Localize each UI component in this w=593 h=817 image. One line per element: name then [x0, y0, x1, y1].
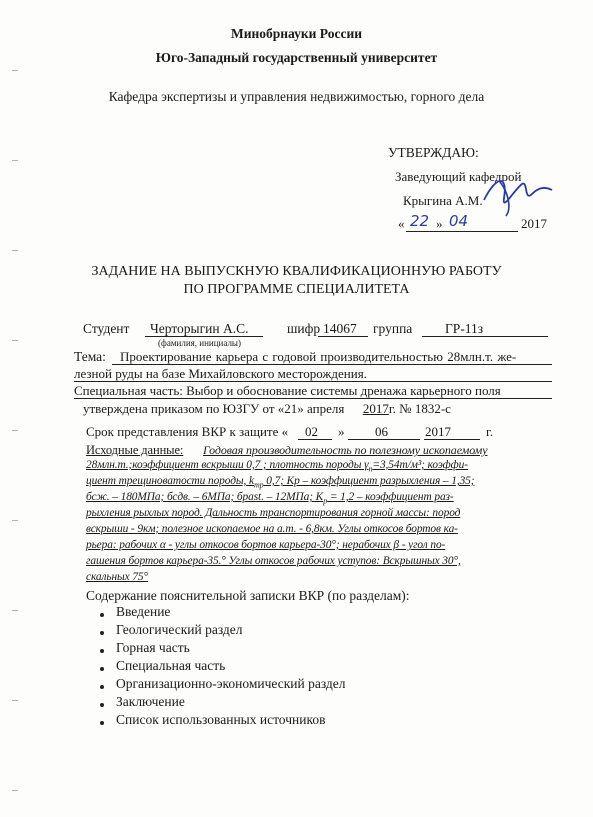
group-line	[422, 336, 548, 337]
student-name: Черторыгин А.С.	[150, 321, 249, 336]
approval-date-line	[406, 231, 518, 232]
contents-item-mining: Горная часть	[116, 640, 190, 655]
source-label: Исходные данные:	[86, 443, 184, 457]
contents-item-references: Список использованных источников	[116, 712, 326, 727]
approval-year: 2017	[521, 216, 547, 231]
source-line-4: бсж. – 180МПа; бсдв. – 6МПа; брast. – 12МПа; $K_р = 1,2$ – коэффициент раз-	[86, 491, 454, 506]
topic-label: Тема:	[74, 349, 106, 364]
deadline-year-line	[424, 439, 480, 440]
cipher-line	[318, 336, 368, 337]
approval-title: УТВЕРЖДАЮ:	[388, 145, 479, 160]
bullet	[100, 667, 104, 671]
group-value: ГР-11з	[445, 321, 484, 336]
deadline-month-line	[348, 439, 420, 440]
group-label: группа	[373, 321, 413, 336]
contents-item-intro: Введение	[116, 604, 171, 619]
cipher-label: шифр	[287, 321, 321, 336]
contents-item-economic: Организационно-экономический раздел	[116, 676, 346, 691]
source-line-5: рыхления рыхлых пород. Дальность транспортирования горной массы: пород	[86, 507, 461, 519]
bullet	[100, 631, 104, 635]
edge-mark	[12, 250, 18, 251]
university-name: Юго-Западный государственный университет	[155, 50, 438, 65]
approval-role: Заведующий кафедрой	[395, 169, 522, 184]
signature	[478, 168, 558, 218]
department-name: Кафедра экспертизы и управления недвижимостью, горного дела	[108, 89, 485, 104]
bullet	[100, 721, 104, 725]
deadline-day: 02	[305, 424, 318, 439]
edge-mark	[12, 790, 18, 791]
task-title-line2: ПО ПРОГРАММЕ СПЕЦИАЛИТЕТА	[183, 282, 410, 297]
deadline-close: »	[338, 424, 345, 439]
task-title-line1: ЗАДАНИЕ НА ВЫПУСКНУЮ КВАЛИФИКАЦИОННУЮ РАБОТУ	[91, 264, 502, 279]
bullet	[100, 613, 104, 617]
edge-mark	[12, 700, 18, 701]
ministry-name: Минобрнауки России	[230, 26, 363, 41]
edge-mark	[12, 430, 18, 431]
bullet	[100, 703, 104, 707]
topic-line2: лезной руды на базе Михайловского месторождения.	[74, 366, 367, 381]
order-text1: утверждена приказом по ЮЗГУ от «21» апреля	[83, 401, 345, 416]
edge-mark	[12, 70, 18, 71]
bullet	[100, 685, 104, 689]
approval-quote-close: »	[436, 216, 443, 231]
source-line-6: вскрыши - 9км; полезное ископаемое на а.т. - 6,8км. Углы откосов бортов ка-	[86, 523, 458, 535]
source-line-8: гашения бортов карьера-35.° Углы откосов рабочих уступов: Вскрышных 30°,	[86, 555, 461, 567]
deadline-year: 2017	[425, 424, 451, 439]
deadline-day-line	[298, 439, 332, 440]
order-text	[83, 401, 451, 417]
approval-month: 04	[449, 212, 469, 230]
contents-title: Содержание пояснительной записки ВКР (по разделам):	[86, 588, 410, 603]
cipher-value: 14067	[323, 321, 357, 336]
approval-quote-open: «	[398, 216, 405, 231]
edge-mark	[12, 520, 18, 521]
order-text2: г. № 1832-с	[388, 401, 451, 416]
edge-mark	[12, 340, 18, 341]
deadline-suffix: г.	[486, 424, 494, 439]
contents-item-geology: Геологический раздел	[116, 622, 243, 637]
source-line-3: циент трещиноватости породы, $k_{тр}$ 0,7; Kр – коэффициент разрыхления – 1,35;	[86, 475, 475, 490]
source-line-1: Годовая производительность по полезному ископаемому	[203, 443, 488, 457]
topic-line2-underline	[74, 381, 552, 382]
special-part: Специальная часть: Выбор и обоснование системы дренажа карьерного поля	[74, 383, 501, 398]
approval-name: Крыгина А.М.	[403, 193, 483, 208]
source-line-2: 28млн.т.;коэффициент вскрыши 0,7 ; плотность породы $\gamma_п=3,54т/м^3$; коэффи-	[86, 459, 468, 474]
student-caption: (фамилия, инициалы)	[158, 338, 241, 348]
student-label: Студент	[83, 321, 130, 336]
contents-item-special: Специальная часть	[116, 658, 226, 673]
student-name-line	[145, 336, 263, 337]
source-line-7: рьера: рабочих α - углы откосов бортов карьера-30°; нерабочих β - угол по-	[86, 539, 446, 551]
order-year: 2017	[362, 401, 389, 416]
topic-line1-underline	[112, 364, 552, 365]
approval-day: 22	[410, 212, 430, 230]
topic-line1: Проектирование карьера с годовой производительностью 28млн.т. же-	[120, 349, 517, 364]
special-part-underline	[74, 398, 552, 399]
bullet	[100, 649, 104, 653]
source-line-9: скальных 75°	[86, 571, 148, 583]
edge-mark	[12, 160, 18, 161]
deadline-text: Срок представления ВКР к защите «	[86, 424, 289, 439]
contents-item-conclusion: Заключение	[116, 694, 185, 709]
deadline-month: 06	[375, 424, 388, 439]
edge-mark	[12, 610, 18, 611]
